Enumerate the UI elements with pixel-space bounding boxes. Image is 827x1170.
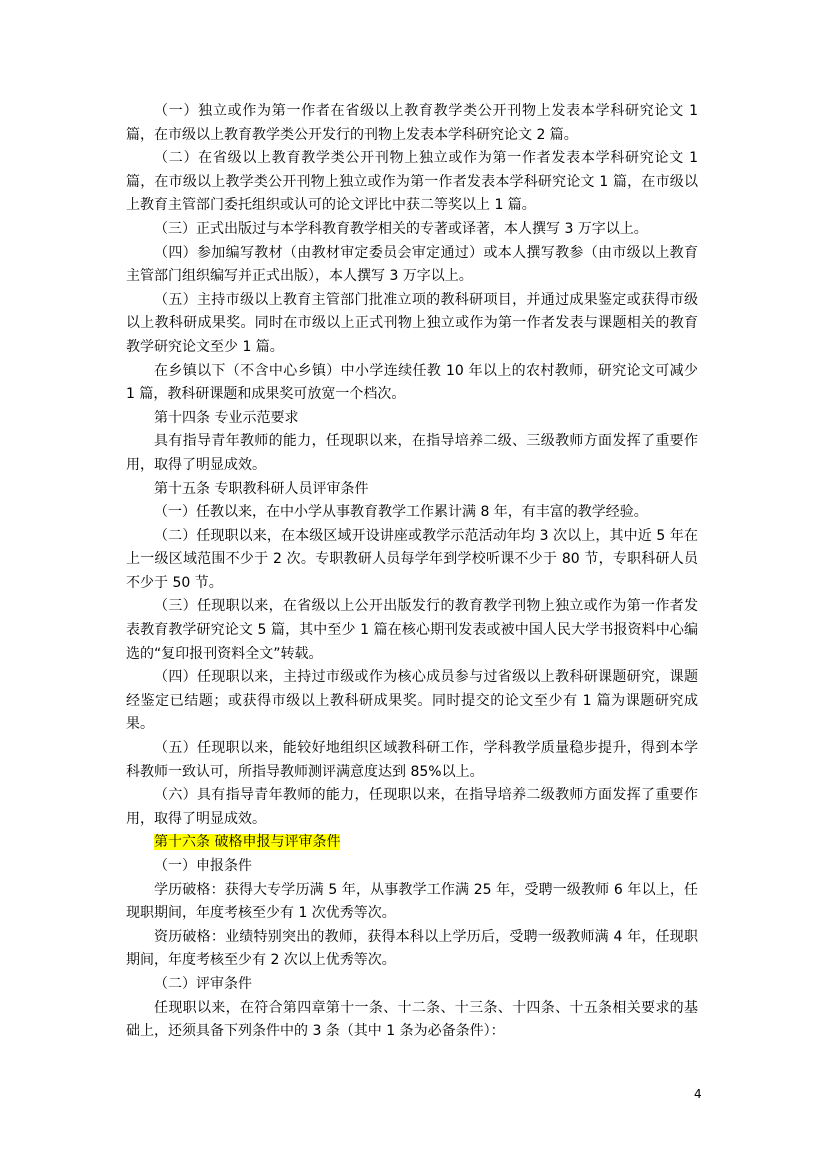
- article-heading: 第十四条 专业示范要求: [154, 409, 299, 426]
- paragraph: 资历破格：业绩特别突出的教师，获得本科以上学历后，受聘一级教师满 4 年，任现职期间，年度考核至少有 2 次以上优秀等次。: [126, 928, 698, 969]
- paragraph: 学历破格：获得大专学历满 5 年，从事教学工作满 25 年，受聘一级教师 6 年以上，任现职期间，年度考核至少有 1 次优秀等次。: [126, 881, 698, 922]
- paragraph: （二）在省级以上教育教学类公开刊物上独立或作为第一作者发表本学科研究论文 1 篇，在市级以上教学类公开刊物上独立或作为第一作者发表本学科研究论文 1 篇，在市级以上教育主管部门委托组织或认可的论文评比中获二等奖以上 1 篇。: [126, 150, 698, 214]
- paragraph: 任现职以来，在符合第四章第十一条、十二条、十三条、十四条、十五条相关要求的基础上，还须具备下列条件中的 3 条（其中 1 条为必备条件）：: [126, 999, 698, 1040]
- paragraph: （二）任现职以来，在本级区域开设讲座或教学示范活动年均 3 次以上，其中近 5 年在上一级区域范围不少于 2 次。专职教研人员每学年到学校听课不少于 80 节，专职科研人员不少于 50 节。: [126, 527, 698, 591]
- paragraph: （一）任教以来，在中小学从事教育教学工作累计满 8 年，有丰富的教学经验。: [154, 504, 648, 521]
- paragraph: 在乡镇以下（不含中心乡镇）中小学连续任教 10 年以上的农村教师，研究论文可减少 1 篇，教科研课题和成果奖可放宽一个档次。: [126, 362, 698, 403]
- paragraph: （三）任现职以来，在省级以上公开出版发行的教育教学刊物上独立或作为第一作者发表教育教学研究论文 5 篇，其中至少 1 篇在核心期刊发表或被中国人民大学书报资料中心编选的“复印报刊资料全文”转载。: [126, 598, 698, 662]
- article-heading: 第十五条 专职教科研人员评审条件: [154, 480, 369, 497]
- paragraph: （二）评审条件: [154, 975, 252, 992]
- highlighted-article-heading: 第十六条 破格申报与评审条件: [154, 834, 341, 851]
- paragraph: （四）参加编写教材（由教材审定委员会审定通过）或本人撰写教参（由市级以上教育主管部门组织编写并正式出版），本人撰写 3 万字以上。: [126, 244, 698, 285]
- paragraph: （五）主持市级以上教育主管部门批准立项的教科研项目，并通过成果鉴定或获得市级以上教科研成果奖。同时在市级以上正式刊物上独立或作为第一作者发表与课题相关的教育教学研究论文至少 1 篇。: [126, 291, 698, 355]
- paragraph: （一）申报条件: [154, 858, 252, 874]
- paragraph: （四）任现职以来，主持过市级或作为核心成员参与过省级以上教科研课题研究，课题经鉴定已结题；或获得市级以上教科研成果奖。同时提交的论文至少有 1 篇为课题研究成果。: [126, 669, 698, 733]
- paragraph: （五）任现职以来，能较好地组织区域教科研工作，学科教学质量稳步提升，得到本学科教师一致认可，所指导教师测评满意度达到 85%以上。: [126, 740, 698, 780]
- paragraph: （三）正式出版过与本学科教育教学相关的专著或译著，本人撰写 3 万字以上。: [154, 220, 648, 237]
- page-number: 4: [694, 1087, 702, 1101]
- paragraph: 具有指导青年教师的能力，任现职以来，在指导培养二级、三级教师方面发挥了重要作用，取得了明显成效。: [126, 433, 698, 473]
- paragraph: （一）独立或作为第一作者在省级以上教育教学类公开刊物上发表本学科研究论文 1 篇，在市级以上教育教学类公开发行的刊物上发表本学科研究论文 2 篇。: [126, 103, 698, 143]
- highlighted-heading-row: [126, 831, 698, 855]
- paragraph: （六）具有指导青年教师的能力，任现职以来，在指导培养二级教师方面发挥了重要作用，取得了明显成效。: [126, 787, 698, 827]
- body-text: [126, 100, 698, 1044]
